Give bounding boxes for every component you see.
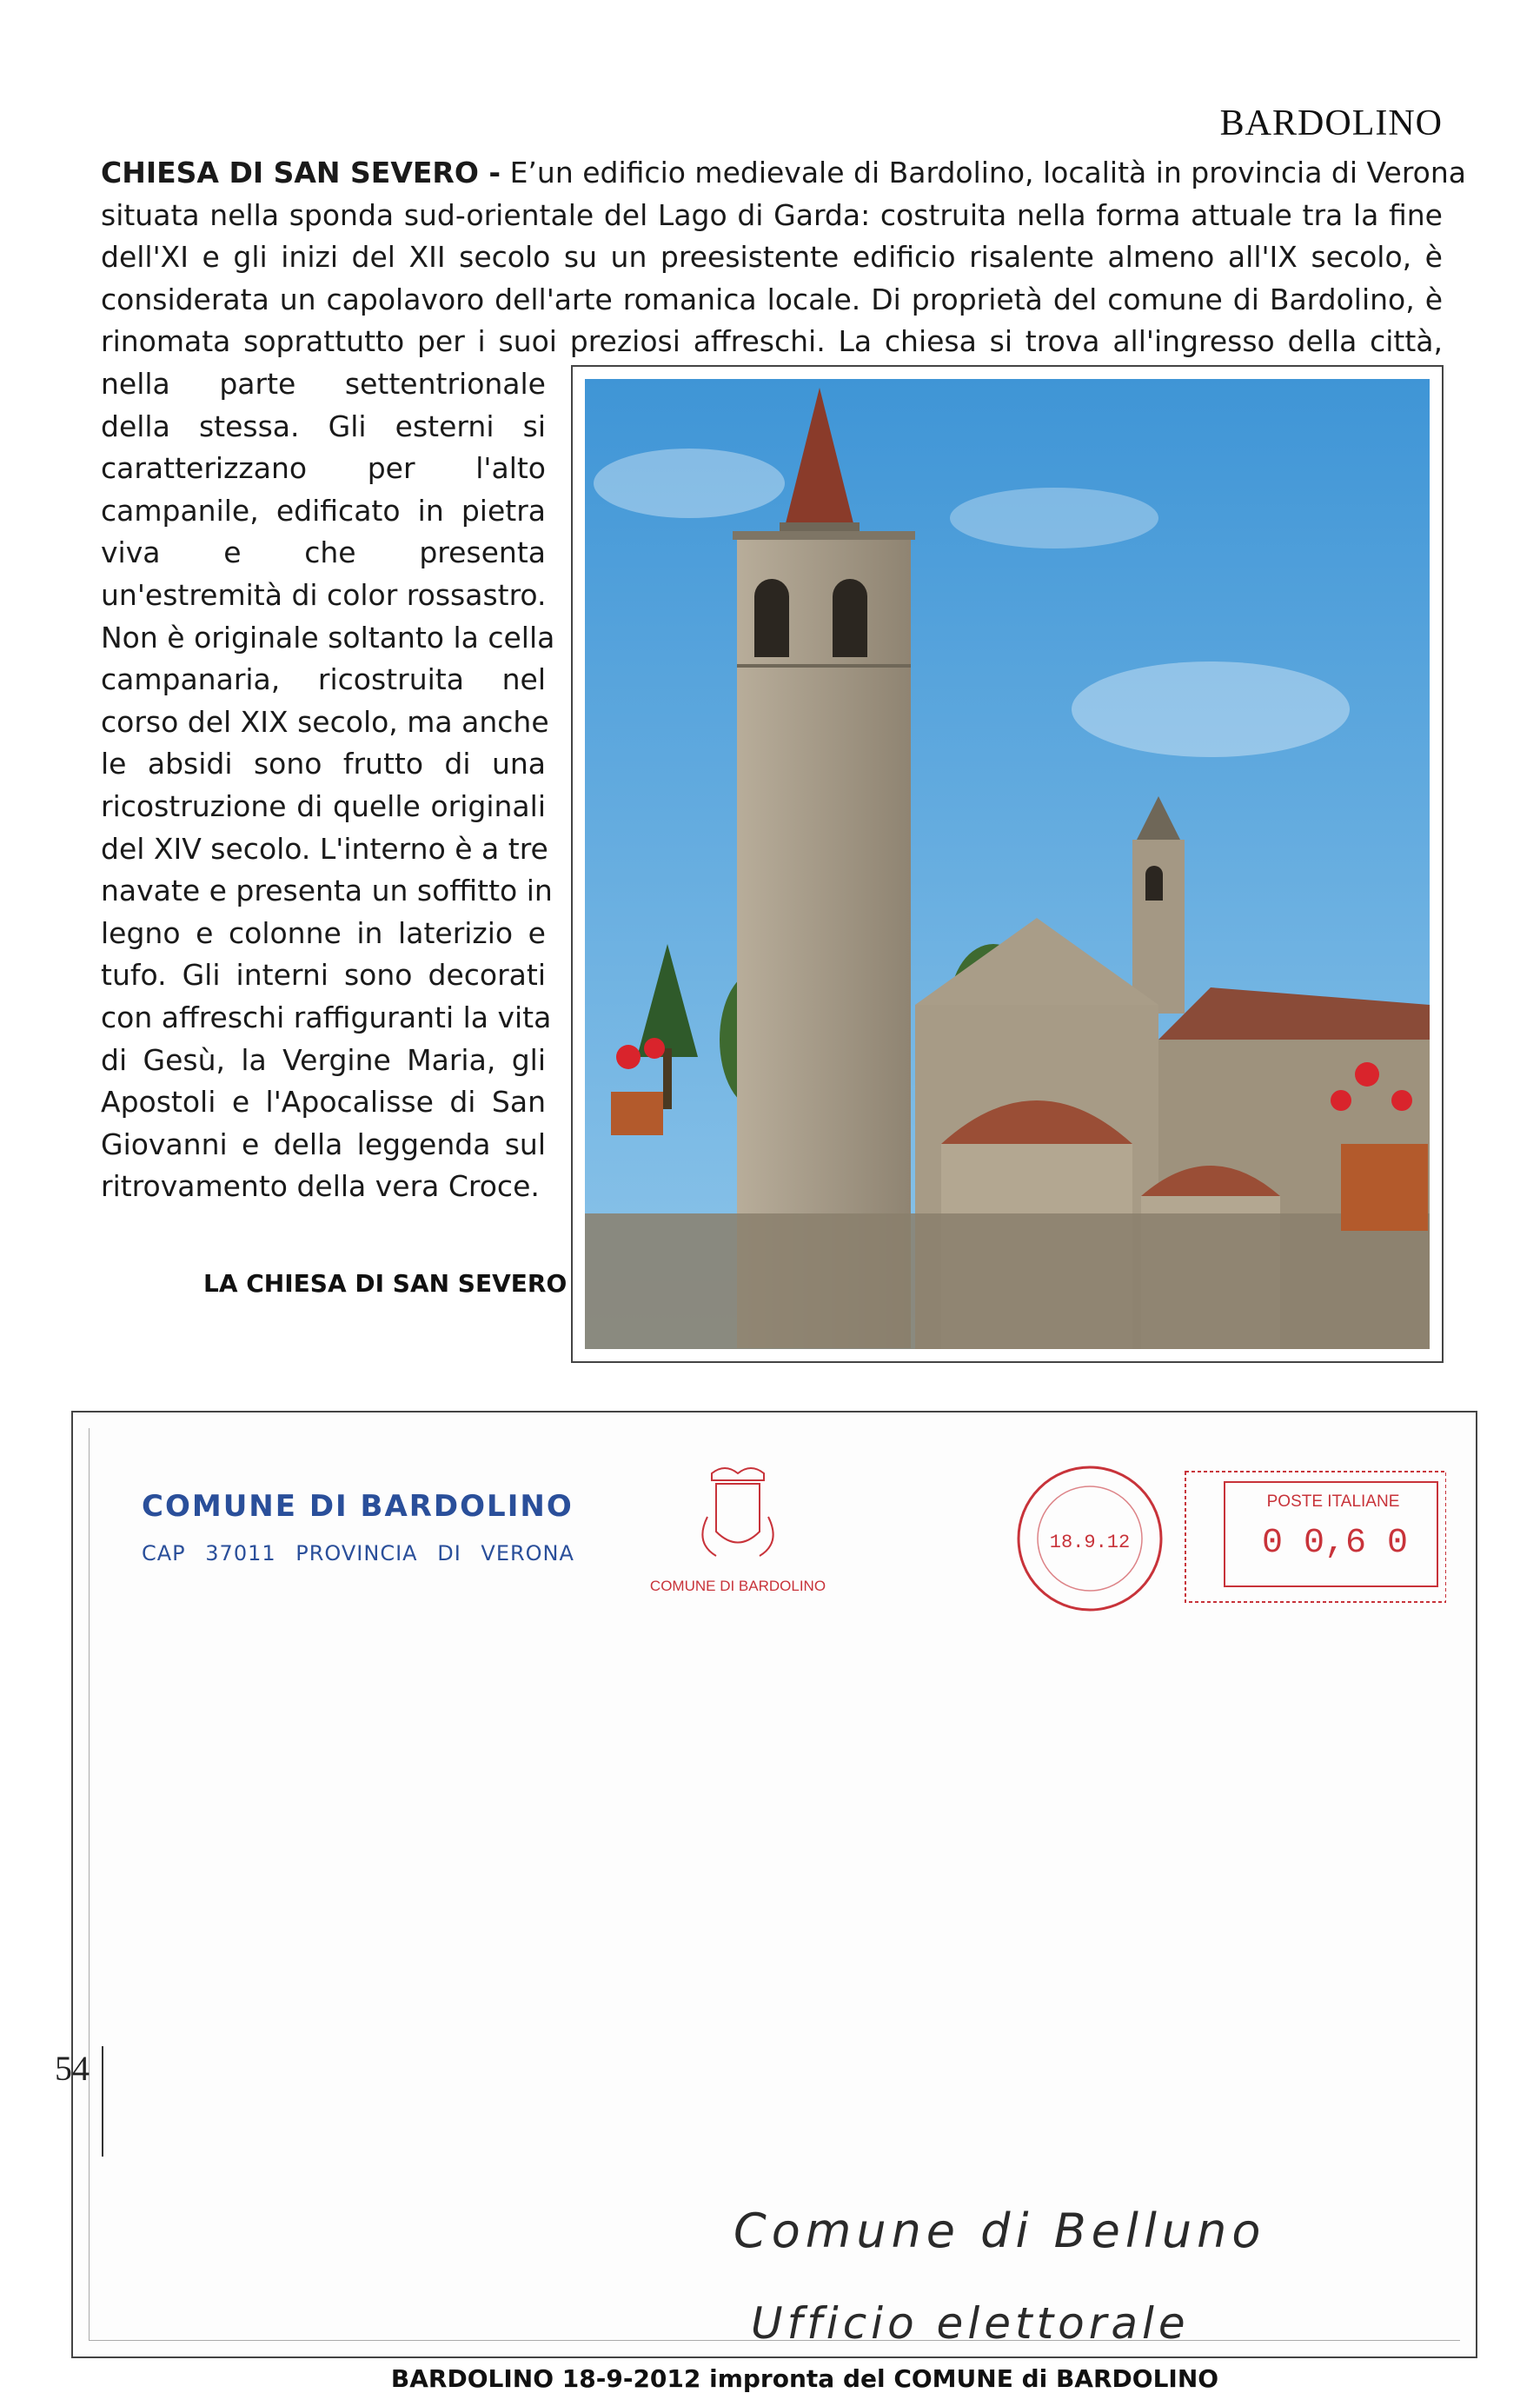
sender-cap: CAP 37011 <box>142 1541 276 1565</box>
intro-line: E’un edificio medievale di Bardolino, località in provincia di Verona <box>501 156 1467 189</box>
church-illustration <box>585 379 1430 1349</box>
meter-label: POSTE ITALIANE <box>1266 1492 1400 1511</box>
article-column <box>101 363 555 1208</box>
column-line: tufo. Gli interni sono decorati <box>101 958 546 993</box>
envelope <box>71 1411 1477 2358</box>
column-line: caratterizzano per l'alto <box>101 451 546 486</box>
column-line: ricostruzione di quelle originali <box>101 788 546 823</box>
column-line: Non è originale soltanto la cella <box>101 620 555 655</box>
column-line: navate e presenta un soffitto in <box>101 874 553 908</box>
intro-line: rinomata soprattutto per i suoi preziosi affreschi. La chiesa si trova all'ingresso della città, <box>101 324 1443 358</box>
envelope-caption: BARDOLINO 18-9-2012 impronta del COMUNE di BARDOLINO <box>390 2364 1219 2393</box>
column-line: viva e che presenta <box>101 535 546 570</box>
page-number-rule <box>102 2046 103 2157</box>
column-line: ritrovamento della vera Croce. <box>101 1169 540 1204</box>
column-line: nella parte settentrionale <box>101 367 546 401</box>
municipal-seal <box>702 1468 773 1556</box>
page-title: BARDOLINO <box>1219 103 1443 143</box>
sender-name: COMUNE DI BARDOLINO <box>142 1489 574 1524</box>
column-line: campanaria, ricostruita nel <box>101 662 546 697</box>
sender-address <box>142 1541 574 1565</box>
intro-line: situata nella sponda sud-orientale del Lago di Garda: costruita nella forma attuale tra la fine <box>101 197 1443 232</box>
seal-text: COMUNE DI BARDOLINO <box>649 1578 826 1594</box>
postmark-date: 18.9.12 <box>1049 1532 1131 1553</box>
column-line: legno e colonne in laterizio e <box>101 915 546 950</box>
intro-line: considerata un capolavoro dell'arte romanica locale. Di proprietà del comune di Bardolino, è <box>101 282 1443 316</box>
column-line: le absidi sono frutto di una <box>101 747 546 781</box>
sender-province: PROVINCIA DI VERONA <box>295 1541 574 1565</box>
intro-paragraph <box>101 152 1467 363</box>
column-line: del XIV secolo. L'interno è a tre <box>101 831 548 866</box>
column-line: di Gesù, la Vergine Maria, gli <box>101 1042 546 1077</box>
page-number: 54 <box>55 2049 90 2088</box>
church-photo <box>571 365 1444 1363</box>
column-line: Giovanni e della leggenda sul <box>101 1127 546 1161</box>
column-line: della stessa. Gli esterni si <box>101 409 546 443</box>
recipient-line-2: Ufficio elettorale <box>751 2298 1190 2349</box>
column-line: un'estremità di color rossastro. <box>101 577 547 612</box>
recipient-line-1: Comune di Belluno <box>733 2204 1266 2258</box>
column-line: Apostoli e l'Apocalisse di San <box>101 1085 546 1120</box>
column-line: corso del XIX secolo, ma anche <box>101 704 549 739</box>
article-lead: CHIESA DI SAN SEVERO - <box>101 156 501 189</box>
franking-stamps <box>629 1447 1446 1612</box>
photo-caption: LA CHIESA DI SAN SEVERO <box>203 1269 568 1298</box>
meter-value: 0 0,6 0 <box>1261 1524 1409 1563</box>
column-line: campanile, edificato in pietra <box>101 493 546 528</box>
intro-line: dell'XI e gli inizi del XII secolo su un preesistente edificio risalente almeno all'IX secolo, è <box>101 240 1443 274</box>
column-line: con affreschi raffiguranti la vita <box>101 1000 552 1034</box>
recipient-address <box>733 2177 1394 2351</box>
